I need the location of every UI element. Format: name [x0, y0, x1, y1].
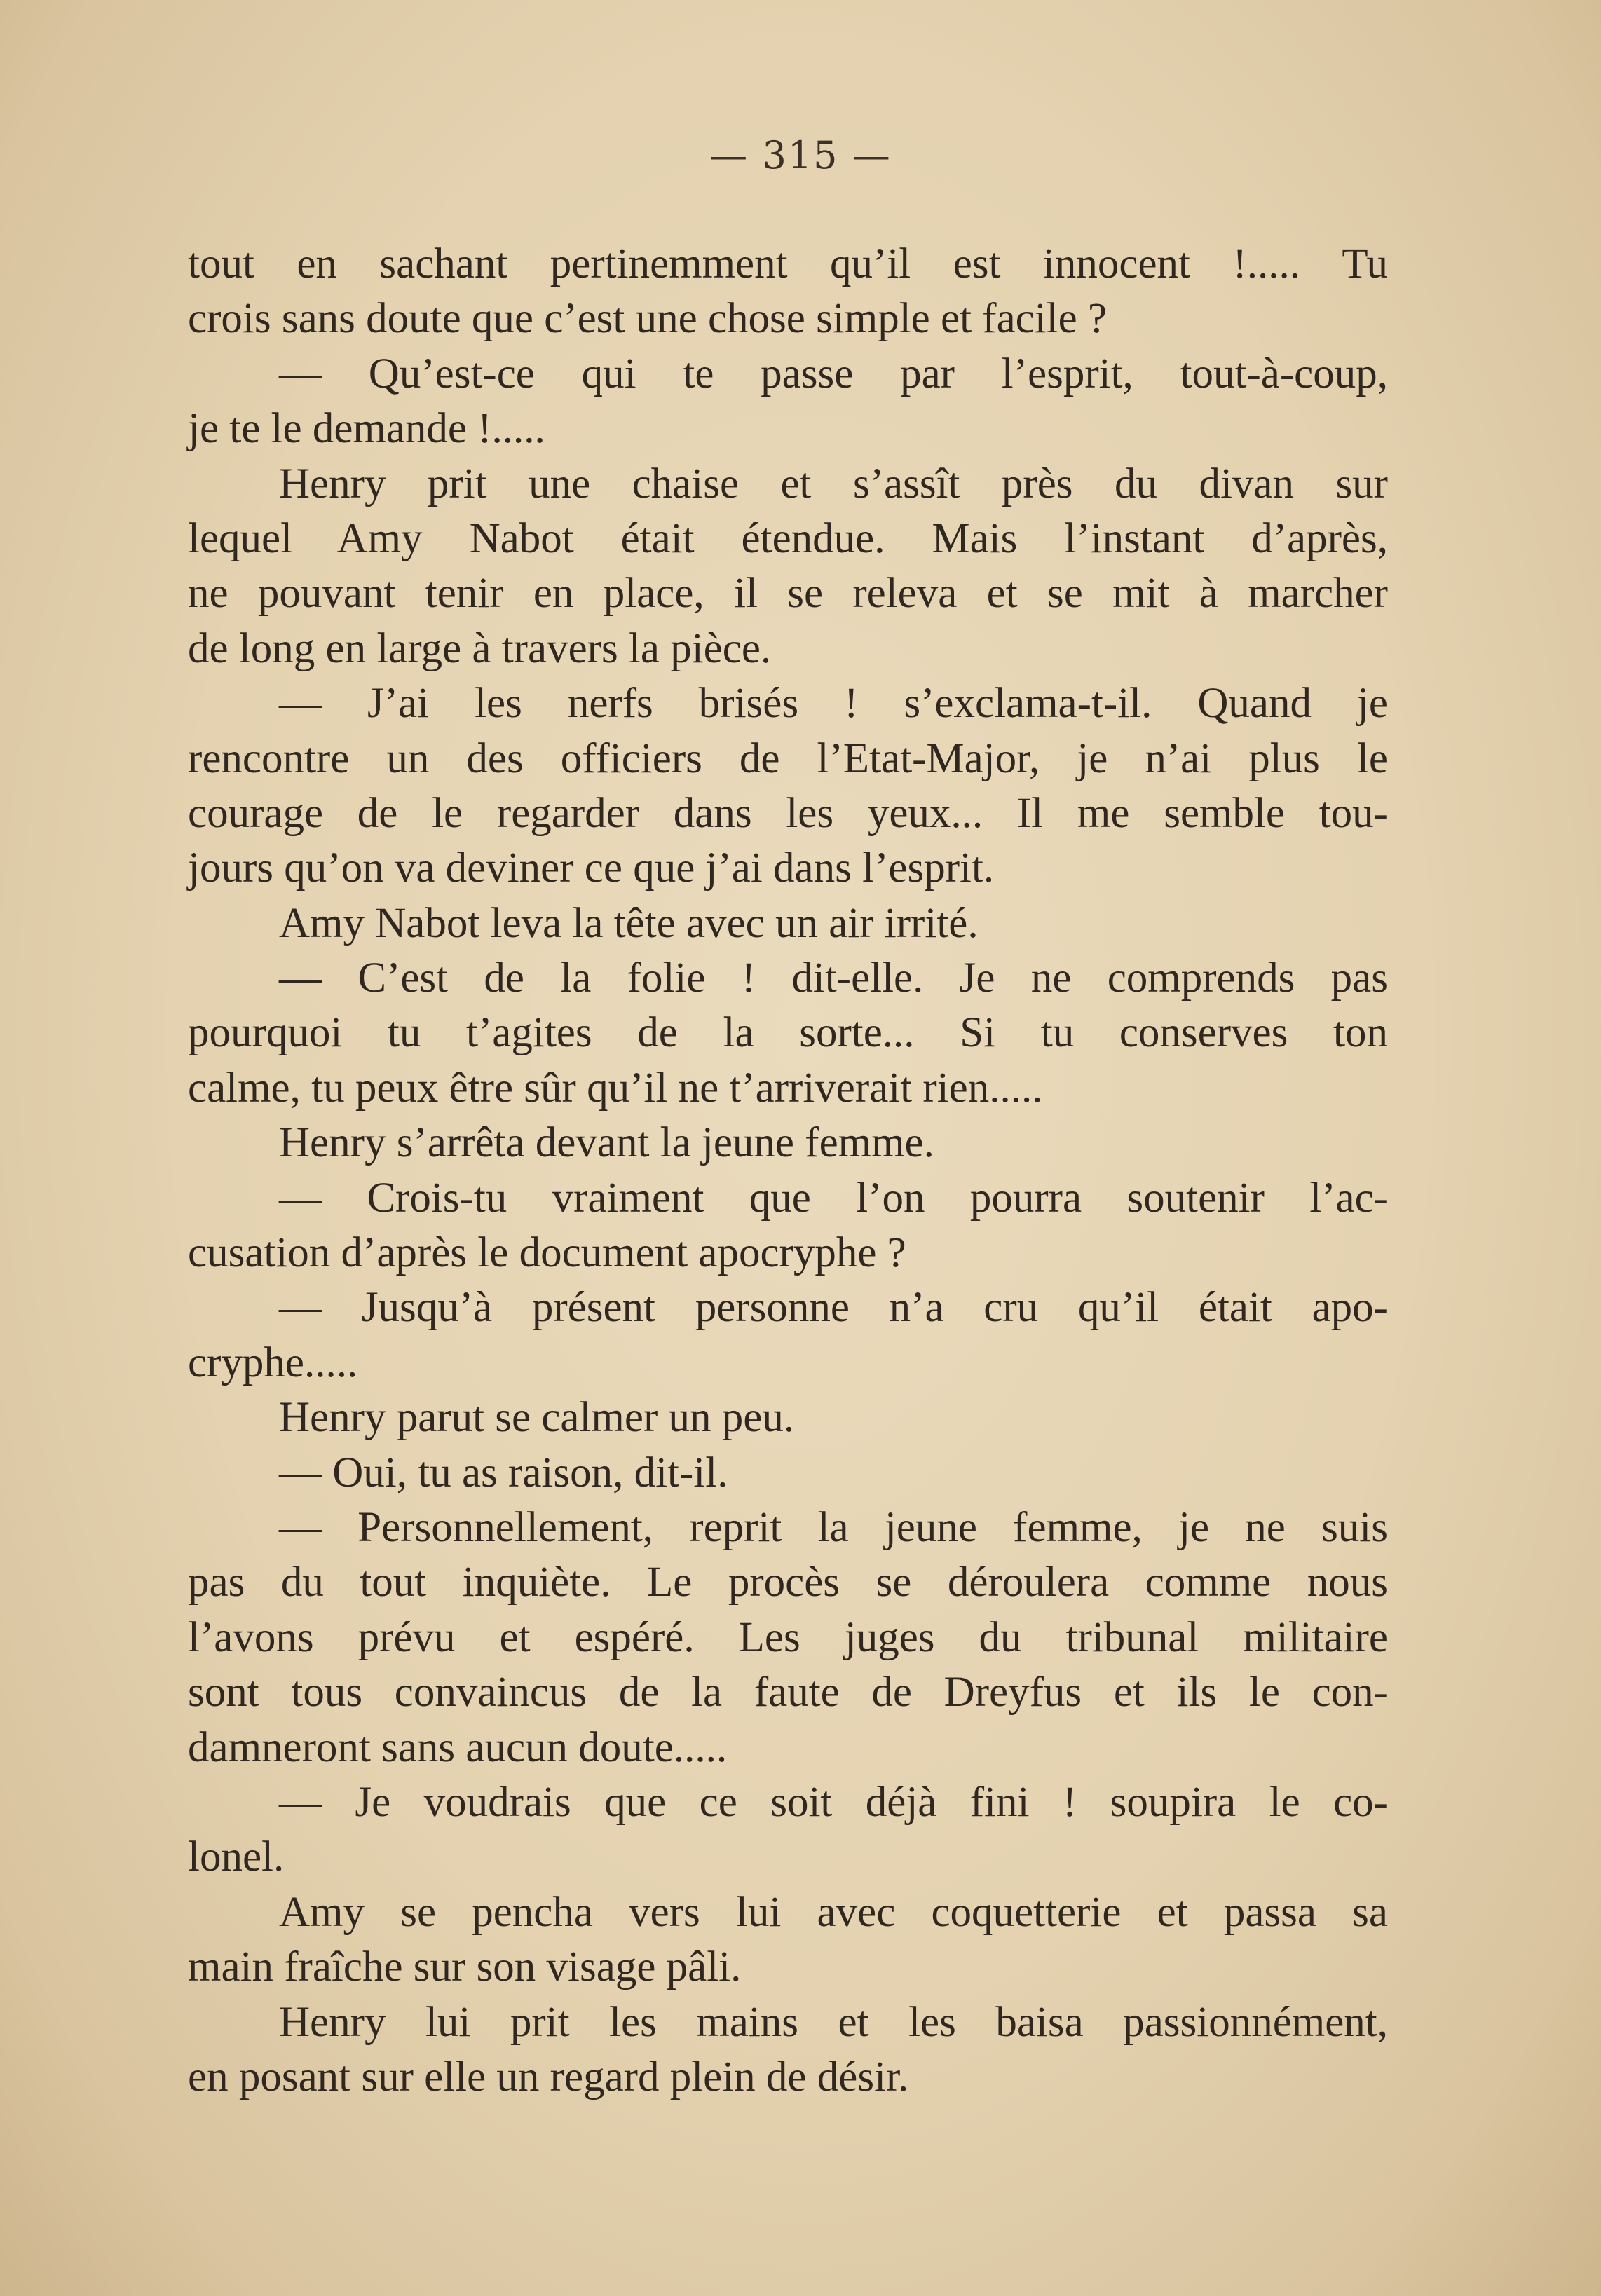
text-line: — Jusqu’à présent personne n’a cru qu’il était apo- [279, 1284, 1388, 1332]
text-line: damneront sans aucun doute..... [188, 1723, 728, 1771]
text-line: Henry prit une chaise et s’assît près du divan sur [279, 460, 1388, 507]
text-line: lonel. [188, 1833, 285, 1881]
text-line: — Crois-tu vraiment que l’on pourra soutenir l’ac- [279, 1174, 1388, 1222]
text-line: main fraîche sur son visage pâli. [188, 1943, 742, 1991]
text-line: cusation d’après le document apocryphe ? [188, 1229, 906, 1277]
text-line: cryphe..... [188, 1339, 358, 1386]
text-line: — J’ai les nerfs brisés ! s’exclama-t-il. Quand je [279, 680, 1388, 727]
text-line: crois sans doute que c’est une chose simple et facile ? [188, 295, 1108, 343]
text-line: pas du tout inquiète. Le procès se déroulera comme nous [188, 1559, 1388, 1606]
text-line: courage de le regarder dans les yeux... Il me semble tou- [188, 789, 1388, 837]
text-line: en posant sur elle un regard plein de désir. [188, 2053, 909, 2100]
text-line: l’avons prévu et espéré. Les juges du tribunal militaire [188, 1613, 1388, 1661]
text-line: — Je voudrais que ce soit déjà fini ! soupira le co- [279, 1778, 1388, 1826]
text-line: pourquoi tu t’agites de la sorte... Si tu conserves ton [188, 1009, 1388, 1057]
text-line: rencontre un des officiers de l’Etat-Major, je n’ai plus le [188, 734, 1388, 782]
body-text [188, 237, 1388, 2105]
text-line: calme, tu peux être sûr qu’il ne t’arriverait rien..... [188, 1064, 1043, 1112]
text-line: je te le demande !..... [188, 405, 545, 453]
text-line: Amy se pencha vers lui avec coquetterie et passa sa [279, 1888, 1388, 1936]
text-line: ne pouvant tenir en place, il se releva et se mit à marcher [188, 570, 1388, 617]
text-line: de long en large à travers la pièce. [188, 624, 772, 672]
text-line: — C’est de la folie ! dit-elle. Je ne comprends pas [279, 955, 1388, 1002]
text-line: sont tous convaincus de la faute de Dreyfus et ils le con- [188, 1669, 1388, 1716]
text-line: Henry parut se calmer un peu. [279, 1394, 795, 1442]
text-line: Henry s’arrêta devant la jeune femme. [279, 1119, 934, 1167]
text-line: Amy Nabot leva la tête avec un air irrité. [279, 899, 979, 947]
text-line: — Oui, tu as raison, dit-il. [279, 1449, 728, 1496]
text-line: — Personnellement, reprit la jeune femme, je ne suis [279, 1503, 1388, 1551]
text-line: Henry lui prit les mains et les baisa passionnément, [279, 1998, 1388, 2046]
text-line: tout en sachant pertinemment qu’il est innocent !..... Tu [188, 240, 1388, 287]
page-number: — 315 — [709, 133, 892, 177]
text-line: jours qu’on va deviner ce que j’ai dans l’esprit. [188, 845, 995, 892]
text-line: lequel Amy Nabot était étendue. Mais l’instant d’après, [188, 514, 1388, 562]
text-line: — Qu’est-ce qui te passe par l’esprit, tout-à-coup, [279, 350, 1388, 397]
